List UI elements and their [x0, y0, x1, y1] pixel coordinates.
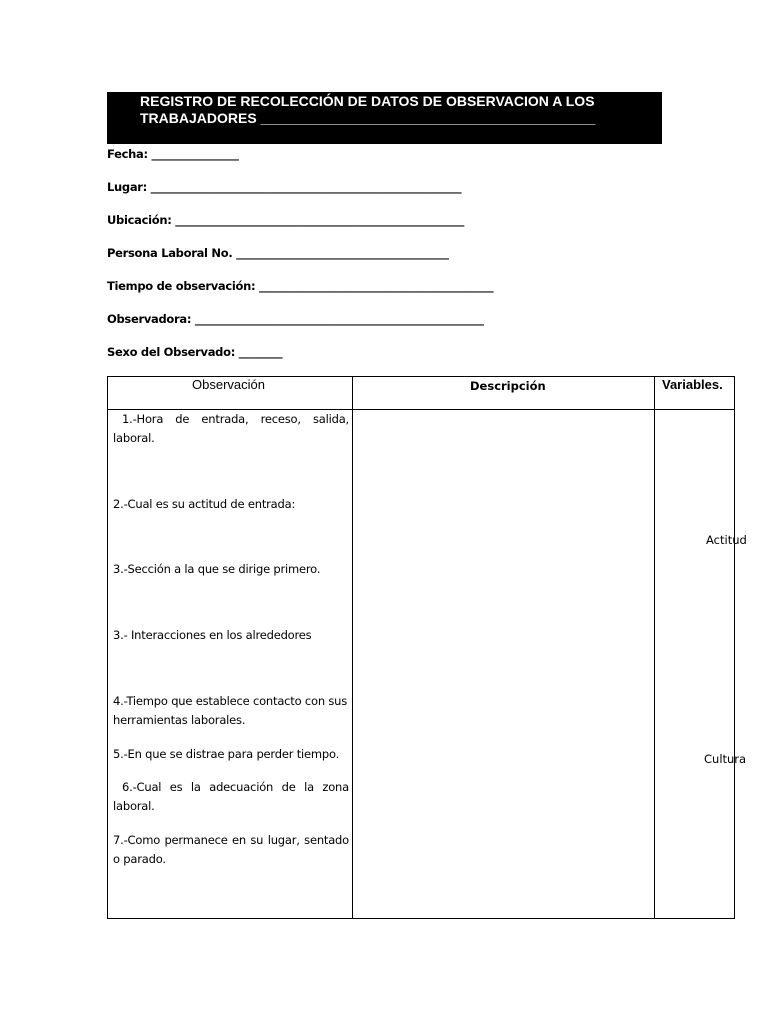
column-divider: [654, 377, 655, 918]
variable-label-actitud: Actitud: [706, 533, 747, 547]
observation-item: 5.-En que se distrae para perder tiempo.: [113, 747, 340, 761]
form-title-line2: TRABAJADORES ___________________________________________: [140, 110, 596, 126]
observation-item: 3.-Sección a la que se dirige primero.: [113, 562, 321, 576]
observation-table: [107, 376, 747, 919]
observation-item: 2.-Cual es su actitud de entrada:: [113, 497, 296, 511]
observation-item: 3.- Interacciones en los alrededores: [113, 628, 312, 642]
sexo-observado-field: Sexo del Observado: ________: [107, 345, 283, 359]
variable-label-cultura: Cultura: [704, 752, 747, 766]
ubicacion-field: Ubicación: _____________________________________________________: [107, 213, 465, 227]
observation-item: 1.-Hora de entrada, receso, salida, laboral.: [113, 412, 349, 445]
header-variables: Variables.: [662, 377, 723, 392]
observation-item: 6.-Cual es la adecuación de la zona laboral.: [113, 780, 349, 813]
fecha-field: Fecha: ________________: [107, 147, 239, 161]
lugar-field: Lugar: _________________________________________________________: [107, 180, 462, 194]
observadora-field: Observadora: _____________________________________________________: [107, 312, 484, 326]
tiempo-observacion-field: Tiempo de observación: ___________________________________________: [107, 279, 494, 293]
observation-item: 4.-Tiempo que establece contacto con sus herramientas laborales.: [113, 694, 348, 727]
header-observacion: Observación: [192, 377, 265, 392]
persona-laboral-field: Persona Laboral No. _______________________________________: [107, 246, 449, 260]
form-title-line1: REGISTRO DE RECOLECCIÓN DE DATOS DE OBSERVACION A LOS: [140, 93, 595, 109]
form-title-banner: [107, 92, 662, 144]
column-divider: [352, 377, 353, 918]
observation-item: 7.-Como permanece en su lugar, sentado o parado.: [113, 833, 349, 866]
header-descripcion: Descripción: [470, 379, 546, 393]
